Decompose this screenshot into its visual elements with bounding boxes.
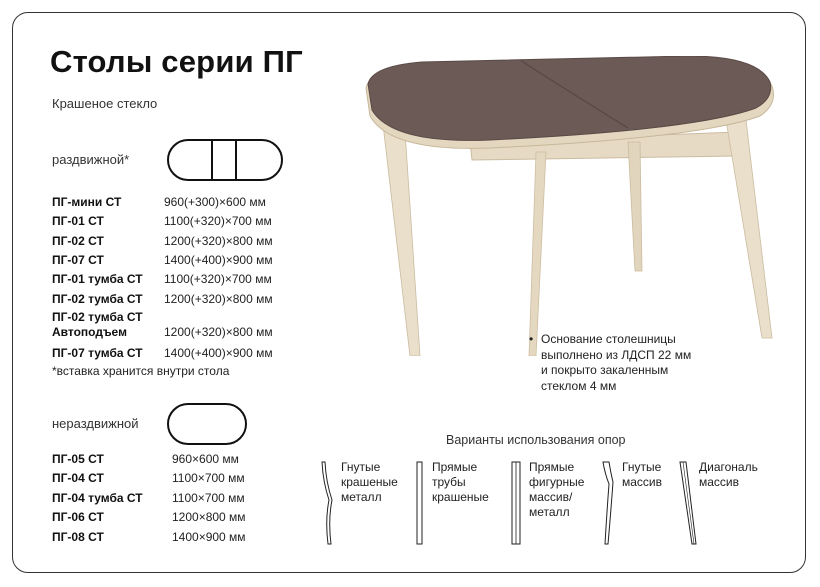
support-label-line: Диагональ [699, 460, 758, 474]
fixed-label: нераздвижной [52, 416, 139, 431]
support-label-line: Гнутые [341, 460, 381, 474]
model-name: ПГ-мини СТ [52, 195, 122, 209]
table-row [52, 234, 273, 248]
model-dims: 1400(+400)×900 мм [164, 253, 273, 267]
support-label [622, 460, 662, 490]
extendable-label: раздвижной* [52, 152, 130, 167]
base-note-line: и покрыто закаленным [541, 363, 669, 377]
shaped-leg-icon [510, 460, 524, 546]
support-label [341, 460, 398, 505]
model-name: ПГ-06 СТ [52, 510, 104, 524]
model-dims: 1100×700 мм [172, 471, 245, 485]
support-label-line: массив/ [529, 490, 573, 504]
table-row [52, 491, 245, 505]
page-title: Столы серии ПГ [50, 44, 303, 79]
model-dims: 1400×900 мм [172, 530, 246, 544]
support-label-line: Прямые [432, 460, 478, 474]
supports-title: Варианты использования опор [446, 433, 626, 447]
extendable-shape-icon [164, 136, 286, 184]
model-dims: 1200(+320)×800 мм [164, 234, 273, 248]
base-note-line: Основание столешницы [541, 332, 676, 346]
support-label-line: металл [529, 505, 570, 519]
model-dims: 1400(+400)×900 мм [164, 346, 273, 360]
table-illustration [360, 56, 790, 356]
support-label-line: фигурные [529, 475, 585, 489]
table-row [52, 346, 273, 360]
model-name: ПГ-02 тумба СТ [52, 292, 143, 306]
model-dims: 960×600 мм [172, 452, 239, 466]
table-row [52, 195, 266, 209]
model-dims: 1200×800 мм [172, 510, 246, 524]
base-note [529, 332, 751, 394]
table-row [52, 272, 272, 286]
model-name: ПГ-02 СТ [52, 234, 104, 248]
model-name: ПГ-01 тумба СТ [52, 272, 143, 286]
support-label-line: Гнутые [622, 460, 662, 474]
model-name: ПГ-08 СТ [52, 530, 104, 544]
support-label-line: крашеные [432, 490, 489, 504]
support-label-line: металл [341, 490, 382, 504]
table-row [52, 253, 273, 267]
bent-metal-leg-icon [318, 460, 338, 546]
model-dims: 960(+300)×600 мм [164, 195, 266, 209]
model-name: ПГ-05 СТ [52, 452, 104, 466]
support-label-line: трубы [432, 475, 466, 489]
support-label [699, 460, 758, 490]
base-note-line: стеклом 4 мм [541, 378, 617, 393]
model-name: ПГ-04 тумба СТ [52, 491, 143, 505]
fixed-shape-icon [164, 400, 250, 448]
support-label [432, 460, 489, 505]
page-subtitle: Крашеное стекло [52, 96, 158, 111]
support-label-line: крашеные [341, 475, 398, 489]
table-row [52, 452, 239, 466]
insert-note: *вставка хранится внутри стола [52, 364, 230, 378]
support-label [529, 460, 584, 520]
straight-pipe-leg-icon [414, 460, 426, 546]
model-name: ПГ-07 СТ [52, 253, 104, 267]
support-label-line: массив [699, 475, 740, 489]
table-row [52, 310, 164, 324]
model-name: Автоподъем [52, 325, 127, 339]
table-row [52, 510, 246, 524]
table-row [52, 325, 273, 339]
support-label-line: массив [622, 475, 663, 489]
model-name: ПГ-01 СТ [52, 214, 104, 228]
model-name: ПГ-07 тумба СТ [52, 346, 143, 360]
diagonal-leg-icon [678, 460, 700, 546]
table-row [52, 530, 246, 544]
model-name: ПГ-02 тумба СТ [52, 310, 143, 324]
support-label-line: Прямые [529, 460, 575, 474]
table-row [52, 214, 272, 228]
bent-solid-leg-icon [600, 460, 620, 546]
model-dims: 1100×700 мм [172, 491, 245, 505]
model-dims: 1100(+320)×700 мм [164, 214, 272, 228]
table-row [52, 292, 273, 306]
model-dims: 1200(+320)×800 мм [164, 325, 273, 339]
model-dims: 1100(+320)×700 мм [164, 272, 272, 286]
model-name: ПГ-04 СТ [52, 471, 104, 485]
base-note-line: выполнено из ЛДСП 22 мм [541, 347, 692, 362]
model-dims: 1200(+320)×800 мм [164, 292, 273, 306]
bullet-dot: • [529, 332, 534, 346]
table-row [52, 471, 245, 485]
